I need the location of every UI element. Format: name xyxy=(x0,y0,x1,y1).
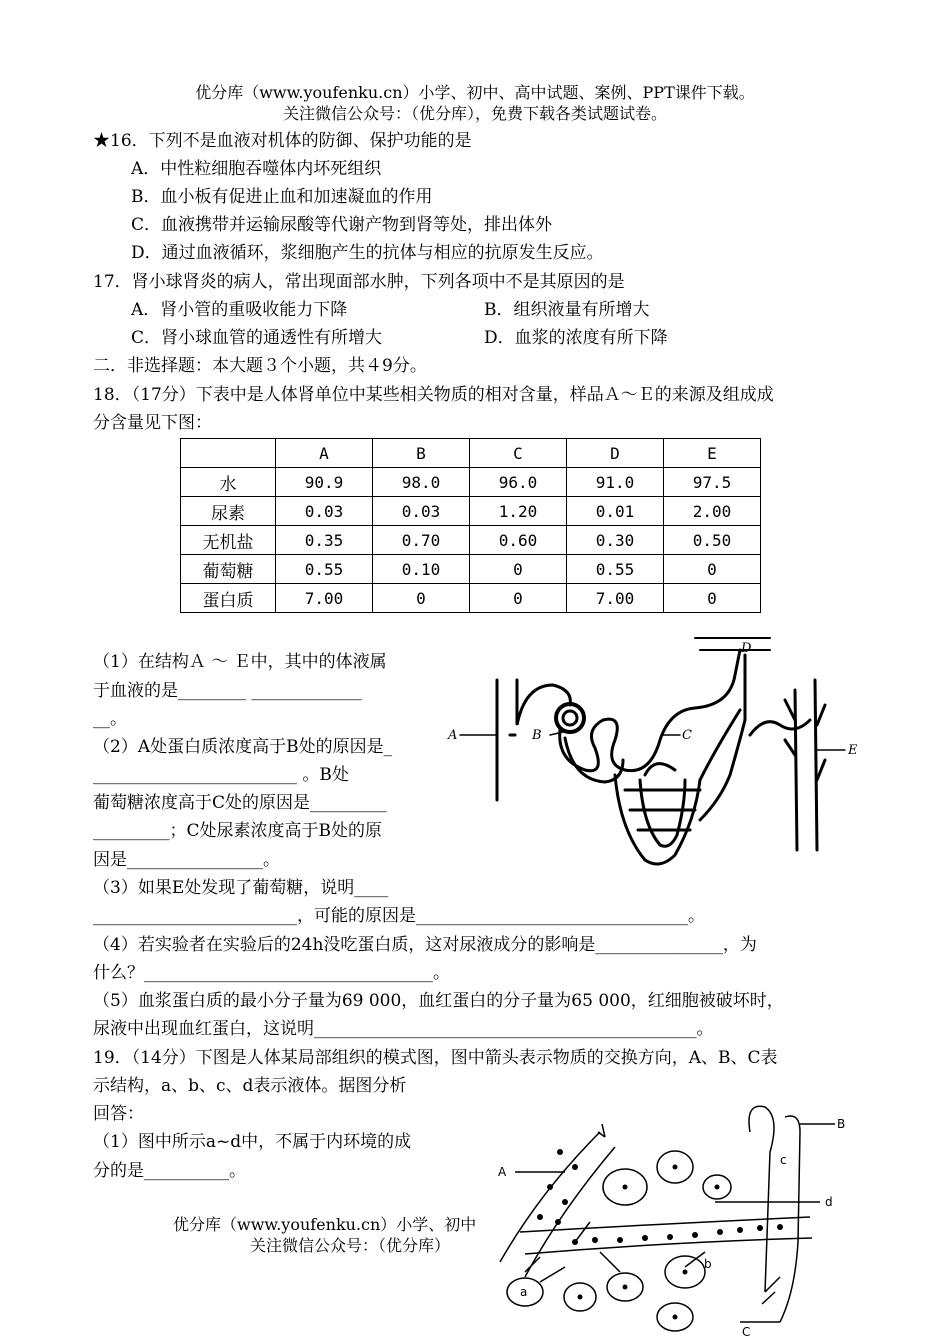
q18-stem-line-2: 分含量见下图： xyxy=(93,413,212,433)
table-cell: 0.03 xyxy=(373,497,470,526)
q18-sub-4-line-1: （4）若实验者在实验后的24h没吃蛋白质，这对尿液成分的影响是_______________，为 xyxy=(93,935,757,955)
q16-option-b: B．血小板有促进止血和加速凝血的作用 xyxy=(131,187,433,207)
q16-stem: ★16．下列不是血液对机体的防御、保护功能的是 xyxy=(93,131,472,151)
nephron-label-d: D xyxy=(741,641,752,656)
table-header-cell: D xyxy=(567,439,664,468)
tissue-diagram xyxy=(480,1092,850,1340)
tissue-label-lower-d: d xyxy=(825,1195,833,1209)
table-cell: 97.5 xyxy=(664,468,761,497)
table-cell: 0 xyxy=(373,584,470,613)
tissue-label-lower-a: a xyxy=(520,1285,528,1299)
table-cell: 7.00 xyxy=(276,584,373,613)
table-cell: 91.0 xyxy=(567,468,664,497)
table-row xyxy=(181,468,761,497)
table-cell: 96.0 xyxy=(470,468,567,497)
q18-sub-2-line-4: _________；C处尿素浓度高于B处的原 xyxy=(93,821,382,841)
q17-stem: 17．肾小球肾炎的病人，常出现面部水肿，下列各项中不是其原因的是 xyxy=(93,272,625,292)
nephron-diagram xyxy=(445,630,865,875)
table-cell: 0.10 xyxy=(373,555,470,584)
q18-sub-1-line-1: （1）在结构Ａ ～ Ｅ中，其中的体液属 xyxy=(93,652,387,672)
q17-option-a: A．肾小管的重吸收能力下降 xyxy=(131,300,348,320)
nephron-label-c: C xyxy=(682,728,692,743)
composition-table xyxy=(180,438,761,613)
nephron-label-e: E xyxy=(848,743,858,758)
table-header-cell: E xyxy=(664,439,761,468)
table-row-label: 尿素 xyxy=(181,497,276,526)
q17-option-d: D．血浆的浓度有所下降 xyxy=(484,328,668,348)
table-cell: 90.9 xyxy=(276,468,373,497)
q18-sub-2-line-3: 葡萄糖浓度高于C处的原因是_________ xyxy=(93,793,387,813)
table-header-cell: B xyxy=(373,439,470,468)
q18-sub-2-line-2: ________________________ 。B处 xyxy=(93,765,349,785)
q18-sub-1-line-3: __。 xyxy=(93,709,127,729)
q18-stem-line-1: 18．（17分）下表中是人体肾单位中某些相关物质的相对含量，样品Ａ～Ｅ的来源及组成成 xyxy=(93,385,774,405)
table-cell: 0.60 xyxy=(470,526,567,555)
q16-option-c: C．血液携带并运输尿酸等代谢产物到肾等处，排出体外 xyxy=(131,215,553,235)
section-2-heading: 二．非选择题：本大题３个小题，共４9分。 xyxy=(93,356,427,376)
table-cell: 0.35 xyxy=(276,526,373,555)
q19-stem-line-1: 19．（14分）下图是人体某局部组织的模式图，图中箭头表示物质的交换方向，A、B、C表 xyxy=(93,1048,778,1068)
tissue-label-lower-b: b xyxy=(704,1257,712,1271)
header-line-1: 优分库（www.youfenku.cn）小学、初中、高中试题、案例、PPT课件下载。 xyxy=(195,83,755,102)
q18-sub-5-line-2: 尿液中出现血红蛋白，这说明_____________________________________________。 xyxy=(93,1019,714,1039)
q16-option-a: A．中性粒细胞吞噬体内坏死组织 xyxy=(131,159,382,179)
nephron-label-a: A xyxy=(448,728,458,743)
q18-sub-2-line-5: 因是________________。 xyxy=(93,850,280,870)
table-cell: 0 xyxy=(470,555,567,584)
table-cell: 0.70 xyxy=(373,526,470,555)
header-line-2: 关注微信公众号：（优分库），免费下载各类试题试卷。 xyxy=(282,104,667,123)
table-header-cell xyxy=(181,439,276,468)
table-row xyxy=(181,497,761,526)
table-row xyxy=(181,555,761,584)
table-cell: 7.00 xyxy=(567,584,664,613)
tissue-label-b: B xyxy=(837,1117,846,1131)
table-cell: 2.00 xyxy=(664,497,761,526)
table-row xyxy=(181,584,761,613)
table-header-cell: C xyxy=(470,439,567,468)
table-cell: 0 xyxy=(664,584,761,613)
table-row-label: 无机盐 xyxy=(181,526,276,555)
q18-sub-3-line-2: ________________________，可能的原因是________________________________。 xyxy=(93,906,705,926)
q19-stem-line-2: 示结构，a、b、c、d表示液体。据图分析 xyxy=(93,1076,407,1096)
table-cell: 0 xyxy=(664,555,761,584)
q18-sub-2-line-1: （2）A处蛋白质浓度高于B处的原因是_ xyxy=(93,737,393,757)
q16-option-d: D．通过血液循环，浆细胞产生的抗体与相应的抗原发生反应。 xyxy=(131,243,604,263)
q18-sub-4-line-2: 什么？__________________________________。 xyxy=(93,963,450,983)
table-cell: 1.20 xyxy=(470,497,567,526)
q18-sub-1-line-2: 于血液的是________ _____________ xyxy=(93,681,362,701)
table-header-cell: A xyxy=(276,439,373,468)
q17-option-c: C．肾小球血管的通透性有所增大 xyxy=(131,328,383,348)
q19-sub-1-line-2: 分的是__________。 xyxy=(93,1161,246,1181)
table-cell: 0.50 xyxy=(664,526,761,555)
table-row-label: 葡萄糖 xyxy=(181,555,276,584)
table-row-label: 水 xyxy=(181,468,276,497)
q17-option-b: B．组织液量有所增大 xyxy=(484,300,650,320)
q19-stem-line-3: 回答： xyxy=(93,1104,144,1124)
footer-line-2: 关注微信公众号：（优分库） xyxy=(250,1236,451,1255)
footer-line-1: 优分库（www.youfenku.cn）小学、初中 xyxy=(173,1215,477,1234)
table-cell: 0.01 xyxy=(567,497,664,526)
table-header-row xyxy=(181,439,761,468)
table-cell: 0.55 xyxy=(276,555,373,584)
table-cell: 0.30 xyxy=(567,526,664,555)
table-cell: 0.03 xyxy=(276,497,373,526)
tissue-label-c: C xyxy=(742,1325,751,1339)
table-cell: 0 xyxy=(470,584,567,613)
table-row xyxy=(181,526,761,555)
q18-sub-3-line-1: （3）如果E处发现了葡萄糖，说明____ xyxy=(93,878,389,898)
q19-sub-1-line-1: （1）图中所示a~d中，不属于内环境的成 xyxy=(93,1132,412,1152)
nephron-label-b: B xyxy=(532,728,542,743)
table-cell: 98.0 xyxy=(373,468,470,497)
tissue-label-lower-c: c xyxy=(780,1153,787,1167)
table-cell: 0.55 xyxy=(567,555,664,584)
q18-sub-5-line-1: （5）血浆蛋白质的最小分子量为69 000，血红蛋白的分子量为65 000，红细胞被破坏时， xyxy=(93,991,784,1011)
table-row-label: 蛋白质 xyxy=(181,584,276,613)
tissue-label-a: A xyxy=(498,1165,507,1179)
